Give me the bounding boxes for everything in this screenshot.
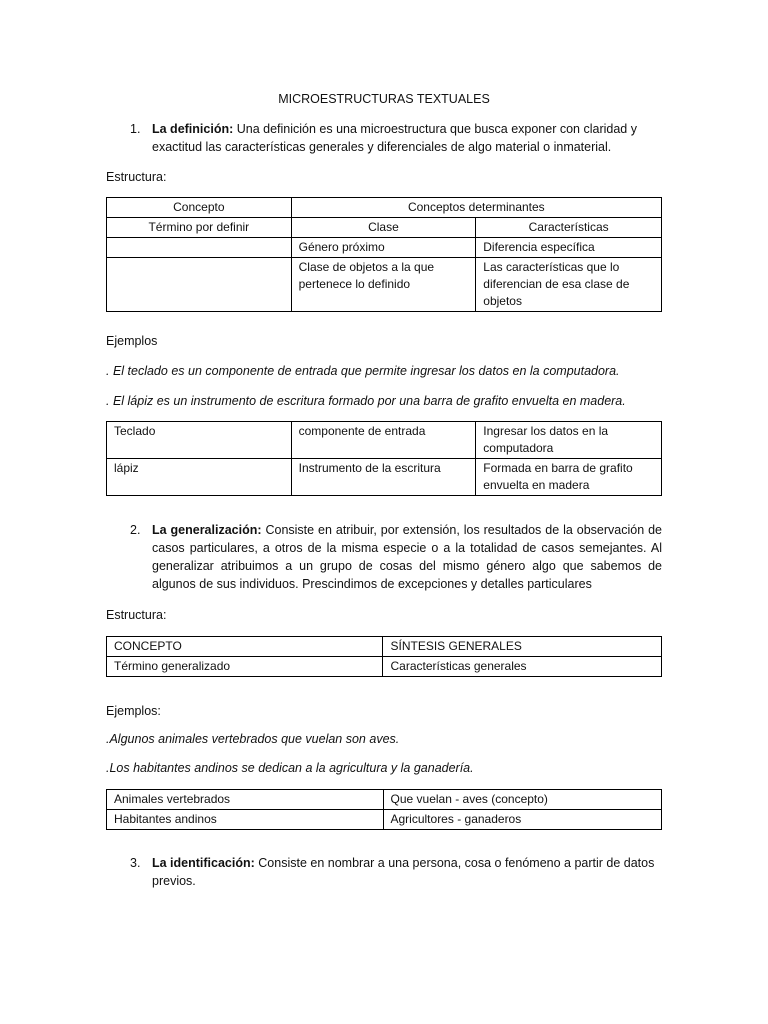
table-row: [107, 459, 662, 496]
table-row: [107, 422, 662, 459]
section-1-text: Una definición es una microestructura que busca exponer con claridad y exactitud las características generales y diferenciales de algo material o inmaterial.: [152, 122, 637, 154]
section-2-structure-label: Estructura:: [106, 608, 167, 622]
table-cell: Características: [476, 218, 662, 238]
table-cell: Agricultores - ganaderos: [383, 810, 662, 830]
table-cell: componente de entrada: [291, 422, 476, 459]
section-1-examples-label: Ejemplos: [106, 334, 158, 348]
table-cell: Habitantes andinos: [107, 810, 384, 830]
section-2-examples-label: Ejemplos:: [106, 704, 161, 718]
table-cell: Teclado: [107, 422, 292, 459]
table-cell: Género próximo: [291, 238, 476, 258]
generalization-examples-table: [106, 789, 662, 830]
table-cell: [107, 258, 292, 312]
table-row: [107, 258, 662, 312]
section-3-text: Consiste en nombrar a una persona, cosa o fenómeno a partir de datos previos.: [152, 856, 655, 888]
table-cell: Ingresar los datos en la computadora: [476, 422, 662, 459]
definition-examples-table: [106, 421, 662, 496]
table-cell: Formada en barra de grafito envuelta en madera: [476, 459, 662, 496]
section-2-paragraph: [152, 521, 662, 593]
table-row: [107, 637, 662, 657]
table-cell: Las características que lo diferencian de esa clase de objetos: [476, 258, 662, 312]
table-row: [107, 790, 662, 810]
table-cell: Conceptos determinantes: [291, 198, 661, 218]
table-cell: lápiz: [107, 459, 292, 496]
section-2-text: Consiste en atribuir, por extensión, los resultados de la observación de casos particulares, a otros de la misma especie o a la totalidad de casos semejantes. Al generalizar atribuimos a un grupo de cosas del mismo género algo que sabemos de algunos de sus individuos. Prescindimos de excepciones y detalles particulares: [152, 523, 662, 591]
table-cell: SÍNTESIS GENERALES: [383, 637, 662, 657]
table-cell: Término generalizado: [107, 657, 383, 677]
section-1-paragraph: [152, 120, 664, 156]
table-cell: Término por definir: [107, 218, 292, 238]
section-1-structure-label: Estructura:: [106, 170, 167, 184]
table-cell: Clase: [291, 218, 476, 238]
section-2-heading: La generalización:: [152, 523, 262, 537]
table-row: [107, 198, 662, 218]
section-3-number: 3.: [130, 856, 141, 870]
section-1-number: 1.: [130, 122, 141, 136]
generalization-structure-table: [106, 636, 662, 677]
table-cell: Diferencia específica: [476, 238, 662, 258]
table-cell: Instrumento de la escritura: [291, 459, 476, 496]
section-2-number: 2.: [130, 523, 141, 537]
table-cell: Concepto: [107, 198, 292, 218]
table-cell: [107, 238, 292, 258]
document-title: MICROESTRUCTURAS TEXTUALES: [278, 92, 490, 106]
table-row: [107, 657, 662, 677]
example-sentence: . El teclado es un componente de entrada que permite ingresar los datos en la computadora.: [106, 364, 620, 378]
example-sentence: .Los habitantes andinos se dedican a la agricultura y la ganadería.: [106, 761, 474, 775]
table-cell: Clase de objetos a la que pertenece lo definido: [291, 258, 476, 312]
table-row: [107, 218, 662, 238]
table-cell: Que vuelan - aves (concepto): [383, 790, 662, 810]
section-1-heading: La definición:: [152, 122, 234, 136]
table-cell: Animales vertebrados: [107, 790, 384, 810]
example-sentence: . El lápiz es un instrumento de escritura formado por una barra de grafito envuelta en madera.: [106, 394, 626, 408]
table-row: [107, 238, 662, 258]
definition-structure-table: [106, 197, 662, 312]
table-cell: Características generales: [383, 657, 662, 677]
section-3-heading: La identificación:: [152, 856, 255, 870]
example-sentence: .Algunos animales vertebrados que vuelan son aves.: [106, 732, 400, 746]
table-cell: CONCEPTO: [107, 637, 383, 657]
table-row: [107, 810, 662, 830]
section-3-paragraph: [152, 854, 664, 890]
